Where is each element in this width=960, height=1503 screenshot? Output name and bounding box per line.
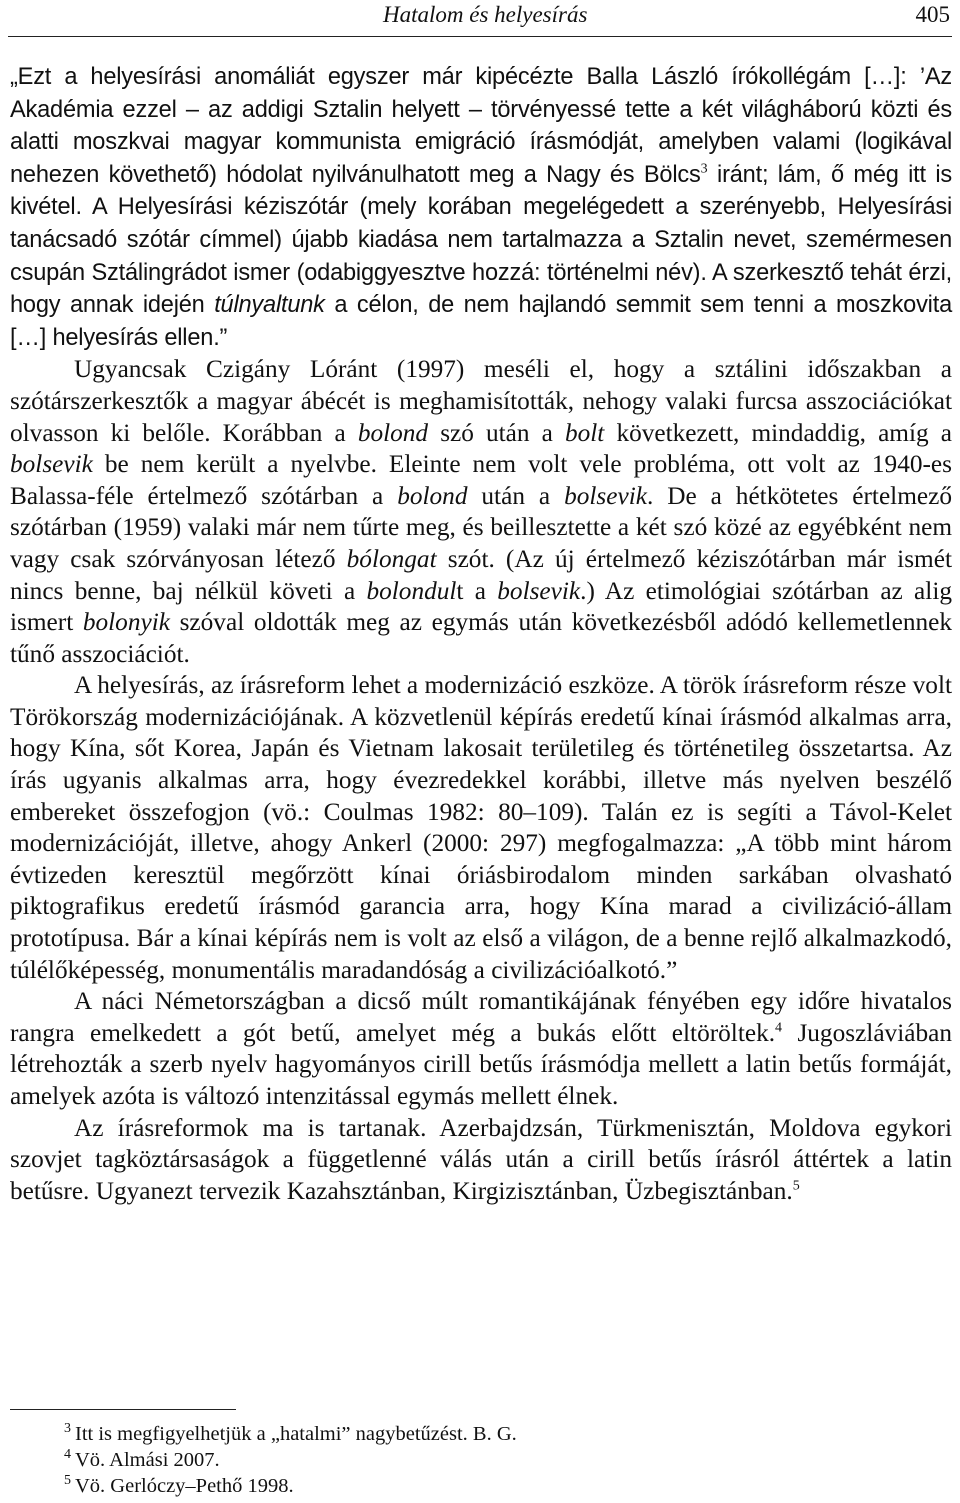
italic-word: bolsevik [497, 576, 581, 605]
text-segment: A helyesírás, az írásreform lehet a modernizáció eszköze. A török írásreform része volt Törökország modernizációjának. A közvetlenül képírás eredetű kínai írásmód alkalmas arra, hogy Kína, sőt Korea, Japán és Vietnam lakosait területileg és történetileg összetartsa. Az írás ugyanis alkalmas arra, hogy évezredekkel korábbi, illetve más nyelven beszélő embereket összefogjon (vö.: Coulmas 1982: 80–109). Talán ez is segíti a Távol-Kelet modernizációját, illetve, ahogy Ankerl (2000: 297) megfogalmazza: „A több mint három évtizeden keresztül megőrzött kínai óriásbirodalom minden sarkában olvasható piktografikus eredetű írásmód garancia arra, hogy Kína marad a civilizáció-állam prototípusa. Bár a kínai képírás nem is volt az első a világon, de a benne rejlő alkalmazkodó, túlélőképesség, monumentális maradandóság a civilizációalkotó.” [10, 671, 953, 984]
text-segment: t a [456, 576, 498, 605]
running-header [8, 0, 952, 37]
text-segment: iránt; lám, ő még itt is kivétel. A Helyesírási kéziszótár (mely korában megelégedett a szerényebb, Helyesírási tanácsadó szótár címmel) újabb kiadása nem tartalmazza a Sztalin nevet, szemérmesen csupán Sztálingrádot ismer (odabiggyesztve hozzá: történelmi név). A szerkesztő tehát érzi, hogy annak idején [10, 161, 952, 319]
italic-word: bolsevik [10, 450, 93, 479]
italic-word: bolond [397, 481, 468, 510]
body-paragraph [10, 986, 952, 1112]
text-segment: a célon, de nem hajlandó semmit sem tenni a moszkovita […] helyesírás ellen.” [10, 292, 952, 351]
footnote-text: Vö. Almási 2007. [75, 1449, 220, 1471]
footnote-separator [10, 1409, 236, 1410]
footnote-number: 3 [64, 1421, 71, 1437]
text-segment: szóval oldották meg az egymás után következésből adódó kellemetlennek tűnő asszociációt. [10, 608, 952, 668]
text-segment: szó után a [428, 418, 565, 447]
text-segment: Az írásreformok ma is tartanak. Azerbajdzsán, Türkmenisztán, Moldova egykori szovjet tagköztársaságok a függetlenné válás után a cirill betűs írásról áttértek a latin betűsre. Ugyanezt tervezik Kazahsztánban, Kirgizisztánban, Üzbegisztánban. [10, 1113, 952, 1205]
footnote-text: Vö. Gerlóczy–Pethő 1998. [75, 1475, 294, 1497]
text-segment: be nem került a nyelvbe. Eleinte nem volt vele probléma, ott volt az 1940-es Balassa-féle értelmező szótárban a [10, 450, 952, 510]
text-segment: A náci Németországban a dicső múlt romantikájának fényében egy időre hivatalos rangra emelkedett a gót betű, amelyet még a bukás előtt eltöröltek. [10, 987, 952, 1047]
block-quote-paragraph [10, 61, 952, 354]
footnote-text: Itt is megfigyelhetjük a „hatalmi” nagybetűzést. B. G. [75, 1423, 517, 1445]
running-title: Hatalom és helyesírás [383, 2, 588, 27]
text-segment: Ugyancsak Czigány Lóránt (1997) meséli el, hogy a sztálini időszakban a szótárszerkesztők a magyar ábécét is meghamisították, nehogy valaki furcsa asszociációkat olvasson ki belőle. Korábban a [10, 355, 952, 447]
italic-word: bolondul [366, 576, 457, 605]
italic-word: bolsevik [564, 481, 647, 510]
footnote [64, 1473, 517, 1499]
italic-word: túlnyaltunk [214, 292, 325, 319]
text-segment: .) Az etimológiai szótárban az alig ismert [10, 576, 952, 637]
text-segment: . De a hétkötetes értelmező szótárban (1959) valaki már nem tűrte meg, és beillesztette a két szó közé az egyébként nem vagy csak szórványosan létező [10, 481, 952, 573]
footnote-reference: 3 [700, 161, 708, 177]
footnote-reference: 5 [792, 1178, 800, 1194]
footnote [64, 1421, 517, 1447]
text-segment: után a [467, 481, 565, 510]
main-text [10, 61, 952, 1207]
footnote-number: 4 [64, 1447, 71, 1463]
italic-word: bólongat [346, 544, 437, 573]
text-segment: „Ezt a helyesírási anomáliát egyszer már kipécézte Balla László írókollégám […]: ’Az Akadémia ezzel – az addigi Sztalin helyett – törvényessé tette a két világháború közti és alatti moszkvai magyar kommunista emigráció írásmódját, amelyben valami (logikával nehezen követhető) hódolat nyilvánulhatott meg a Nagy és Bölcs [10, 64, 952, 188]
body-paragraph [10, 1113, 952, 1208]
body-paragraph [10, 354, 952, 670]
body-paragraph [10, 670, 952, 986]
footnotes [64, 1421, 517, 1499]
italic-word: bolt [564, 418, 605, 447]
italic-word: bolonyik [82, 608, 170, 637]
text-segment: Jugoszláviában létrehozták a szerb nyelv hagyományos cirill betűs írásmódja mellett a latin betűs formáját, amelyek azóta is változó intenzitással egymás mellett élnek. [10, 1018, 952, 1110]
footnote-number: 5 [64, 1473, 71, 1489]
footnote-reference: 4 [775, 1020, 783, 1036]
footnote [64, 1447, 517, 1473]
italic-word: bolond [357, 418, 429, 447]
text-segment: következett, mindaddig, amíg a [604, 418, 952, 447]
text-segment: szót. (Az új értelmező kéziszótárban már ismét nincs benne, baj nélkül követi a [10, 544, 952, 605]
page-number: 405 [915, 2, 950, 27]
